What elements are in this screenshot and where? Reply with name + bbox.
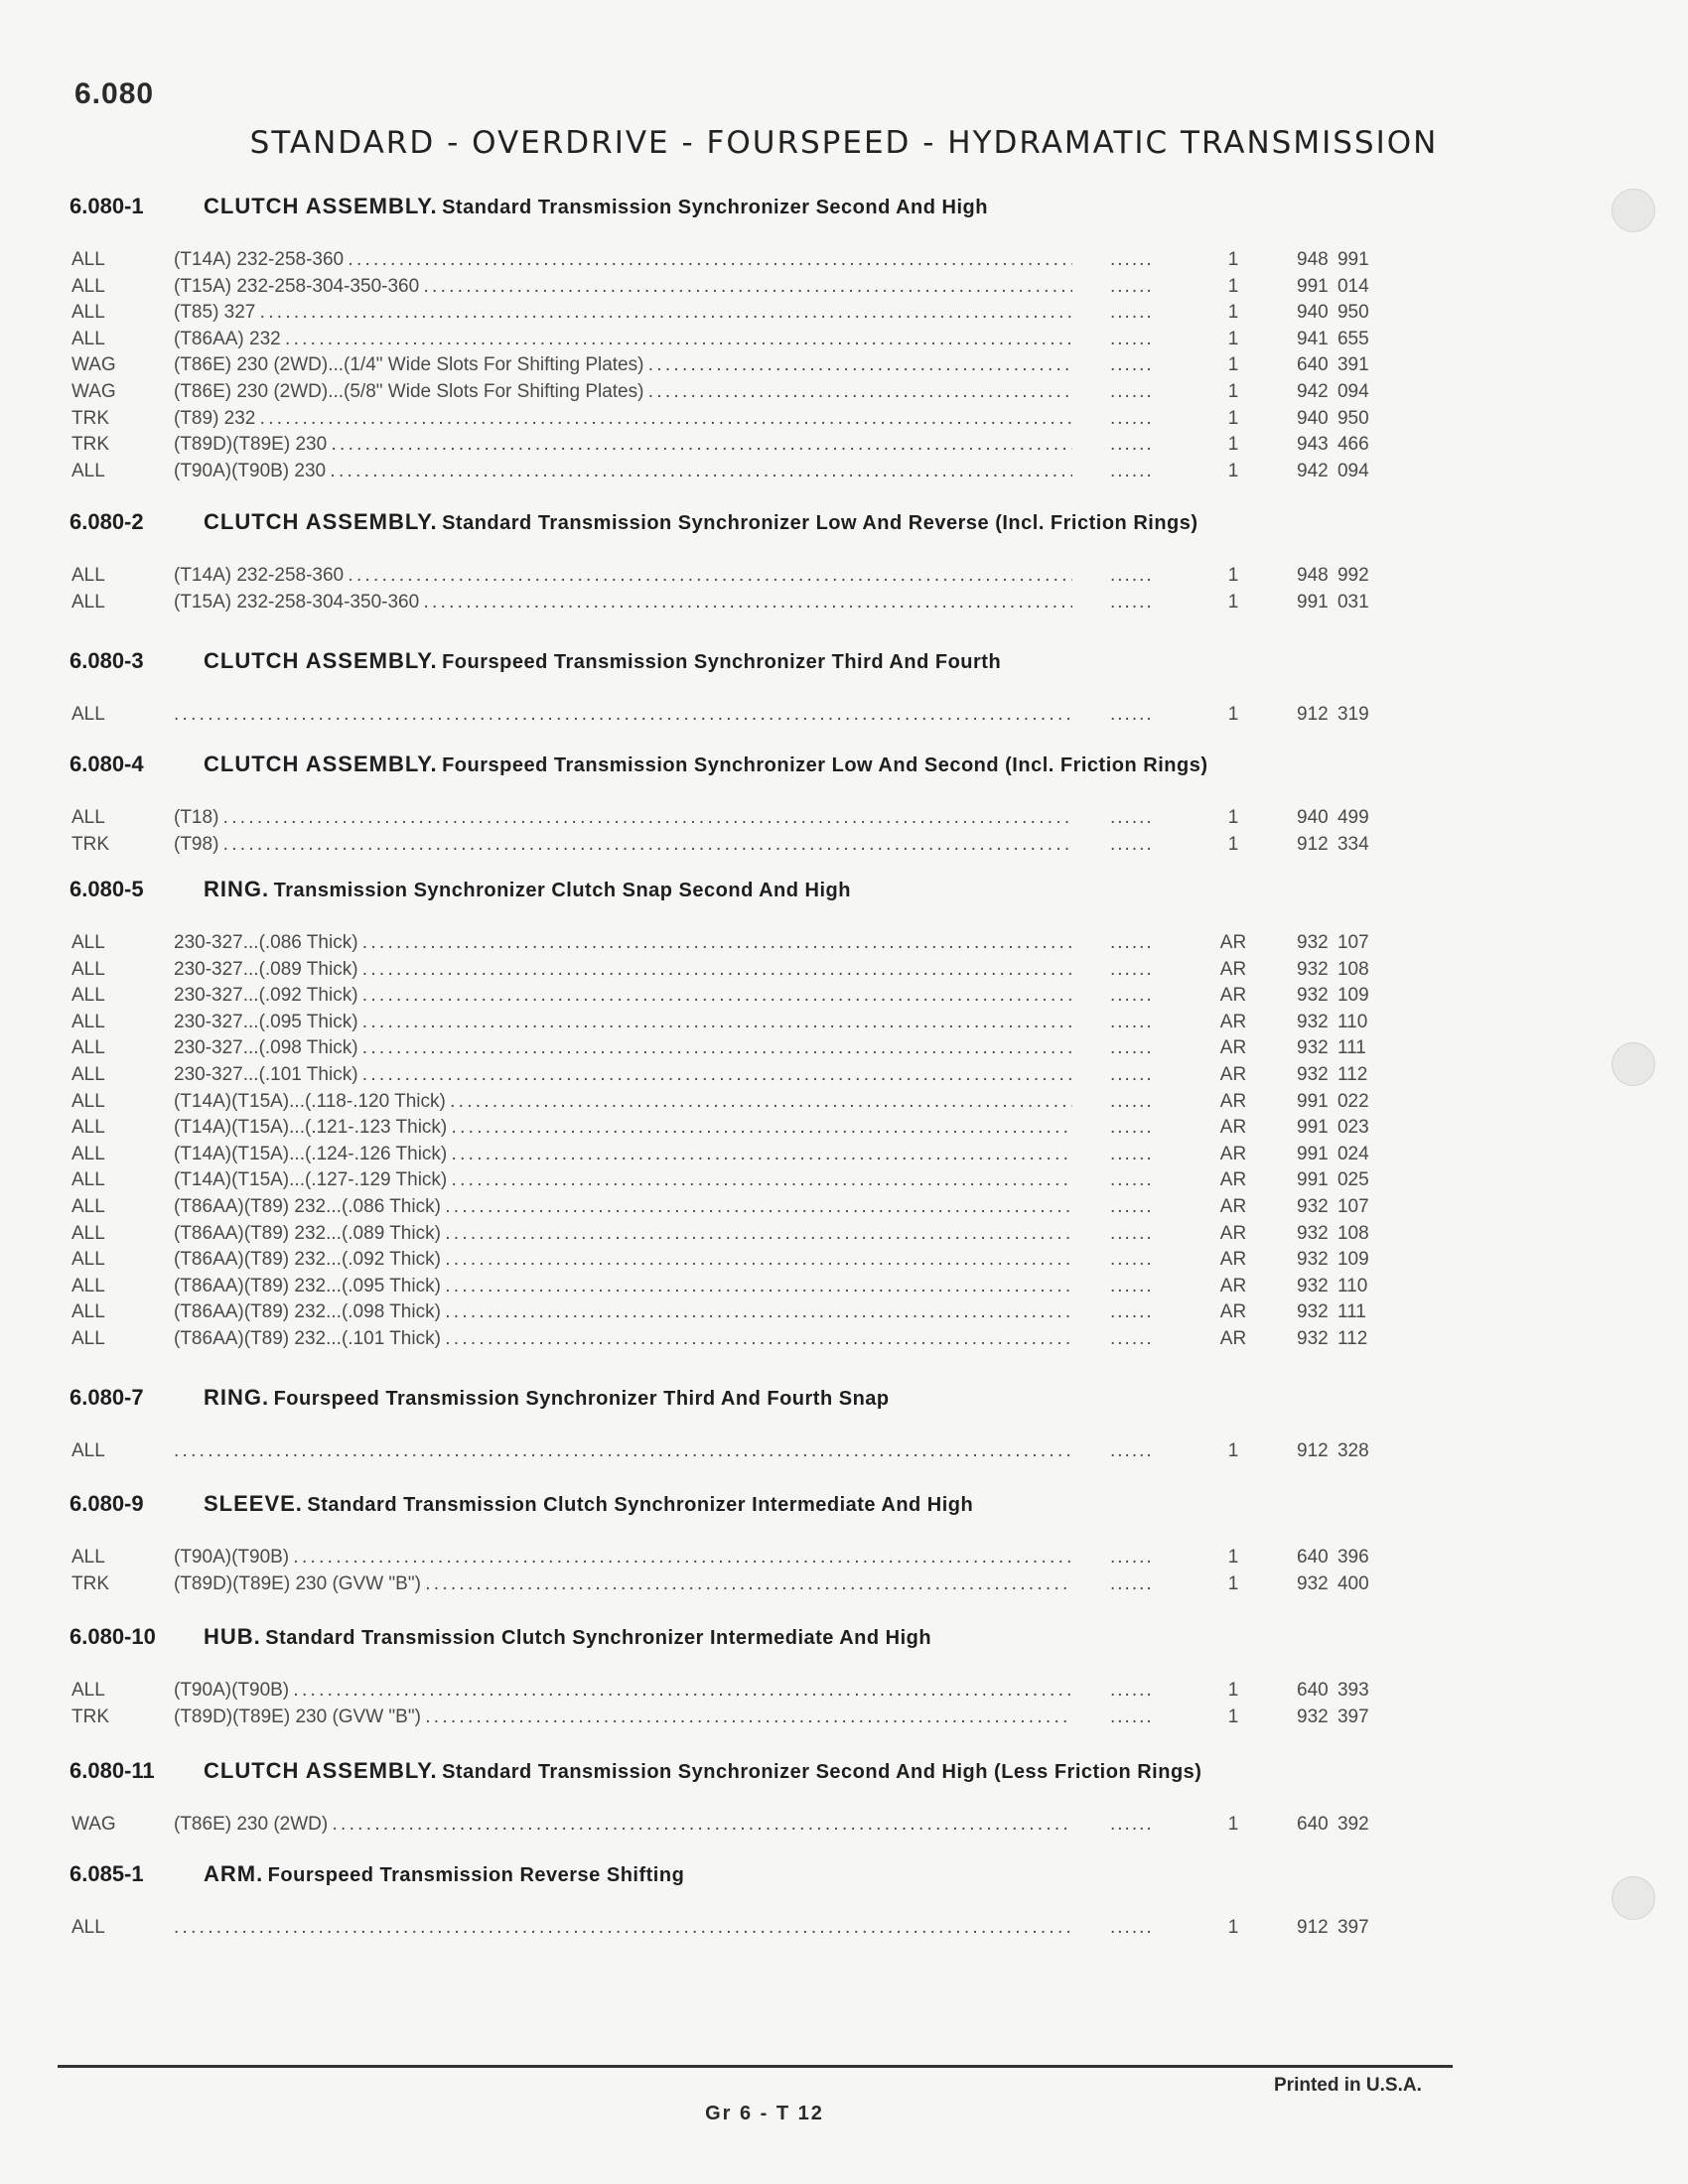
leader-dots: ...... (1110, 1680, 1154, 1701)
part-row (0, 592, 1688, 618)
part-row (0, 1037, 1688, 1064)
leader-dots: ...... (1110, 249, 1154, 270)
model-code: ALL (71, 460, 105, 481)
part-description (174, 704, 1072, 726)
part-number: 932 111 (1297, 1301, 1366, 1323)
part-row (0, 434, 1688, 461)
model-code: ALL (71, 1249, 105, 1271)
section-description: Transmission Synchronizer Clutch Snap Second And High (273, 880, 851, 901)
part-description: (T90A)(T90B) . . . (174, 1547, 1072, 1569)
model-code: TRK (71, 434, 109, 456)
part-number: 932 111 (1297, 1037, 1366, 1059)
model-code: ALL (71, 985, 105, 1007)
part-number: 932 108 (1297, 1222, 1369, 1244)
section-description: Standard Transmission Synchronizer Second And High (442, 197, 988, 218)
quantity: 1 (1227, 1680, 1239, 1701)
quantity: 1 (1227, 565, 1239, 586)
part-row (0, 1144, 1688, 1170)
section-heading (70, 877, 851, 902)
model-code: ALL (71, 1064, 105, 1085)
part-row (0, 408, 1688, 435)
quantity: 1 (1227, 249, 1239, 270)
quantity: AR (1219, 932, 1247, 953)
part-description: (T18) . . . (174, 807, 1072, 829)
model-code: WAG (71, 354, 116, 376)
part-row (0, 1196, 1688, 1223)
model-code: ALL (71, 1440, 105, 1461)
part-description (174, 1440, 1072, 1462)
part-number: 942 094 (1297, 460, 1369, 481)
quantity: AR (1219, 985, 1247, 1007)
group-number: 6.080 (74, 77, 155, 110)
quantity: 1 (1227, 381, 1239, 402)
part-description: (T14A)(T15A)...(.127-.129 Thick) . . . (174, 1169, 1072, 1191)
leader-dots: ...... (1110, 302, 1154, 324)
section-name: RING. (204, 877, 270, 901)
leader-dots: ...... (1110, 275, 1154, 297)
part-row (0, 329, 1688, 355)
quantity: AR (1219, 1275, 1247, 1297)
part-number: 932 110 (1297, 1275, 1368, 1297)
part-description: (T86AA)(T89) 232...(.101 Thick) . . . (174, 1328, 1072, 1350)
section-heading (70, 1385, 890, 1411)
leader-dots: ...... (1110, 591, 1154, 613)
part-description: (T15A) 232-258-304-350-360 . . . (174, 276, 1072, 298)
quantity: 1 (1227, 407, 1239, 429)
section-heading (70, 1491, 973, 1517)
quantity: 1 (1227, 1814, 1239, 1835)
section-number: 6.080-3 (70, 648, 144, 673)
part-number: 991 031 (1297, 591, 1369, 613)
printed-in-label: Printed in U.S.A. (1274, 2075, 1422, 2096)
part-row (0, 985, 1688, 1012)
part-description: (T86AA)(T89) 232...(.089 Thick) . . . (174, 1223, 1072, 1245)
part-description: (T14A) 232-258-360 . . . (174, 565, 1072, 587)
quantity: AR (1219, 1064, 1247, 1085)
part-number: 932 110 (1297, 1011, 1368, 1032)
part-number: 932 400 (1297, 1572, 1369, 1594)
part-number: 912 334 (1297, 833, 1369, 855)
model-code: WAG (71, 1814, 116, 1835)
leader-dots: ...... (1110, 1328, 1154, 1349)
binder-hole (1612, 1042, 1655, 1086)
part-number: 912 319 (1297, 704, 1369, 725)
leader-dots: ...... (1110, 958, 1154, 980)
quantity: 1 (1227, 1547, 1239, 1568)
quantity: 1 (1227, 354, 1239, 376)
leader-dots: ...... (1110, 1814, 1154, 1835)
part-row (0, 249, 1688, 276)
leader-dots: ...... (1110, 381, 1154, 402)
part-number: 948 992 (1297, 565, 1369, 586)
part-description (174, 1917, 1072, 1939)
part-row (0, 1573, 1688, 1600)
model-code: ALL (71, 591, 105, 613)
section-name: SLEEVE. (204, 1491, 303, 1516)
model-code: ALL (71, 1090, 105, 1112)
leader-dots: ...... (1110, 1917, 1154, 1938)
section-description: Fourspeed Transmission Reverse Shifting (267, 1864, 685, 1886)
model-code: ALL (71, 1301, 105, 1323)
model-code: ALL (71, 1917, 105, 1938)
part-number: 940 950 (1297, 407, 1369, 429)
part-row (0, 461, 1688, 487)
section-name: CLUTCH ASSEMBLY. (204, 1758, 438, 1783)
part-row (0, 1091, 1688, 1118)
quantity: 1 (1227, 1440, 1239, 1461)
model-code: ALL (71, 1680, 105, 1701)
quantity: AR (1219, 1011, 1247, 1032)
section-number: 6.080-4 (70, 751, 144, 776)
section-description: Standard Transmission Synchronizer Low And Reverse (Incl. Friction Rings) (442, 512, 1198, 534)
quantity: AR (1219, 1301, 1247, 1323)
part-number: 948 991 (1297, 249, 1369, 270)
part-description: (T14A) 232-258-360 . . . (174, 249, 1072, 271)
section-number: 6.080-11 (70, 1758, 155, 1783)
part-row (0, 1680, 1688, 1706)
part-description: (T86E) 230 (2WD) . . . (174, 1814, 1072, 1836)
section-number: 6.080-5 (70, 877, 144, 901)
part-description: (T86AA)(T89) 232...(.086 Thick) . . . (174, 1196, 1072, 1218)
part-description: (T15A) 232-258-304-350-360 . . . (174, 592, 1072, 614)
part-number: 940 950 (1297, 302, 1369, 324)
leader-dots: ...... (1110, 1275, 1154, 1297)
part-number: 640 391 (1297, 354, 1369, 376)
quantity: 1 (1227, 460, 1239, 481)
part-number: 640 396 (1297, 1547, 1369, 1568)
part-number: 932 109 (1297, 985, 1369, 1007)
part-row (0, 276, 1688, 303)
part-row (0, 381, 1688, 408)
section-number: 6.080-10 (70, 1624, 156, 1649)
part-row (0, 932, 1688, 959)
part-number: 932 112 (1297, 1064, 1368, 1085)
part-row (0, 302, 1688, 329)
section-name: CLUTCH ASSEMBLY. (204, 751, 438, 776)
section-heading (70, 194, 988, 219)
section-description: Standard Transmission Synchronizer Second And High (Less Friction Rings) (442, 1761, 1202, 1783)
model-code: ALL (71, 1037, 105, 1059)
part-number: 991 023 (1297, 1117, 1369, 1139)
leader-dots: ...... (1110, 1249, 1154, 1271)
quantity: 1 (1227, 1706, 1239, 1727)
leader-dots: ...... (1110, 1117, 1154, 1139)
model-code: TRK (71, 407, 109, 429)
section-number: 6.080-9 (70, 1491, 144, 1516)
model-code: ALL (71, 1222, 105, 1244)
part-row (0, 565, 1688, 592)
part-number: 940 499 (1297, 807, 1369, 828)
model-code: ALL (71, 1547, 105, 1568)
model-code: ALL (71, 1328, 105, 1349)
leader-dots: ...... (1110, 354, 1154, 376)
part-description: 230-327...(.089 Thick) . . . (174, 959, 1072, 981)
section-heading (70, 1758, 1201, 1784)
part-description: (T86AA)(T89) 232...(.098 Thick) . . . (174, 1301, 1072, 1323)
leader-dots: ...... (1110, 704, 1154, 725)
part-description: (T86E) 230 (2WD)...(5/8" Wide Slots For Shifting Plates) . . . (174, 381, 1072, 403)
part-number: 912 397 (1297, 1917, 1369, 1938)
part-row (0, 1328, 1688, 1355)
model-code: ALL (71, 328, 105, 349)
part-description: 230-327...(.092 Thick) . . . (174, 985, 1072, 1007)
quantity: 1 (1227, 275, 1239, 297)
part-description: (T14A)(T15A)...(.118-.120 Thick) . . . (174, 1091, 1072, 1113)
part-number: 941 655 (1297, 328, 1369, 349)
model-code: ALL (71, 565, 105, 586)
quantity: 1 (1227, 434, 1239, 456)
part-description: (T90A)(T90B) . . . (174, 1680, 1072, 1702)
model-code: TRK (71, 833, 109, 855)
part-number: 991 022 (1297, 1090, 1369, 1112)
section-name: CLUTCH ASSEMBLY. (204, 194, 438, 218)
quantity: AR (1219, 1143, 1247, 1164)
part-row (0, 1276, 1688, 1302)
quantity: AR (1219, 1328, 1247, 1349)
part-description: 230-327...(.095 Thick) . . . (174, 1012, 1072, 1033)
section-name: HUB. (204, 1624, 261, 1649)
leader-dots: ...... (1110, 807, 1154, 828)
part-row (0, 704, 1688, 731)
model-code: ALL (71, 1196, 105, 1217)
part-description: 230-327...(.098 Thick) . . . (174, 1037, 1072, 1059)
quantity: 1 (1227, 302, 1239, 324)
part-number: 932 108 (1297, 958, 1369, 980)
part-number: 640 393 (1297, 1680, 1369, 1701)
part-description: (T89) 232 . . . (174, 408, 1072, 430)
part-number: 942 094 (1297, 381, 1369, 402)
part-number: 991 025 (1297, 1169, 1369, 1191)
part-row (0, 354, 1688, 381)
model-code: ALL (71, 704, 105, 725)
part-row (0, 1169, 1688, 1196)
part-description: (T89D)(T89E) 230 (GVW "B") . . . (174, 1573, 1072, 1595)
quantity: 1 (1227, 833, 1239, 855)
section-description: Fourspeed Transmission Synchronizer Low And Second (Incl. Friction Rings) (442, 754, 1208, 776)
part-row (0, 834, 1688, 861)
part-number: 932 109 (1297, 1249, 1369, 1271)
part-description: (T90A)(T90B) 230 . . . (174, 461, 1072, 482)
part-row (0, 1223, 1688, 1250)
leader-dots: ...... (1110, 407, 1154, 429)
part-number: 932 107 (1297, 932, 1369, 953)
part-number: 932 107 (1297, 1196, 1369, 1217)
leader-dots: ...... (1110, 1064, 1154, 1085)
part-row (0, 1301, 1688, 1328)
part-description: (T98) . . . (174, 834, 1072, 856)
leader-dots: ...... (1110, 1440, 1154, 1461)
part-description: (T86AA)(T89) 232...(.092 Thick) . . . (174, 1249, 1072, 1271)
footer-rule (58, 2065, 1453, 2068)
part-row (0, 1547, 1688, 1573)
part-number: 640 392 (1297, 1814, 1369, 1835)
quantity: AR (1219, 1222, 1247, 1244)
leader-dots: ...... (1110, 328, 1154, 349)
section-name: RING. (204, 1385, 270, 1410)
leader-dots: ...... (1110, 1706, 1154, 1727)
leader-dots: ...... (1110, 565, 1154, 586)
part-number: 932 112 (1297, 1328, 1368, 1349)
part-number: 932 397 (1297, 1706, 1369, 1727)
model-code: ALL (71, 807, 105, 828)
leader-dots: ...... (1110, 460, 1154, 481)
section-heading (70, 1624, 931, 1650)
part-row (0, 807, 1688, 834)
leader-dots: ...... (1110, 1301, 1154, 1323)
leader-dots: ...... (1110, 1169, 1154, 1191)
part-description: (T85) 327 . . . (174, 302, 1072, 324)
binder-hole (1612, 189, 1655, 232)
model-code: ALL (71, 275, 105, 297)
part-number: 943 466 (1297, 434, 1369, 456)
leader-dots: ...... (1110, 833, 1154, 855)
section-name: CLUTCH ASSEMBLY. (204, 509, 438, 534)
quantity: 1 (1227, 807, 1239, 828)
model-code: ALL (71, 249, 105, 270)
quantity: AR (1219, 1249, 1247, 1271)
part-number: 912 328 (1297, 1440, 1369, 1461)
section-heading (70, 509, 1198, 535)
leader-dots: ...... (1110, 985, 1154, 1007)
leader-dots: ...... (1110, 1572, 1154, 1594)
part-row (0, 1117, 1688, 1144)
quantity: AR (1219, 958, 1247, 980)
leader-dots: ...... (1110, 1143, 1154, 1164)
section-description: Fourspeed Transmission Synchronizer Third And Fourth (442, 651, 1002, 673)
quantity: 1 (1227, 704, 1239, 725)
model-code: ALL (71, 1117, 105, 1139)
part-description: (T89D)(T89E) 230 . . . (174, 434, 1072, 456)
part-description: (T14A)(T15A)...(.121-.123 Thick) . . . (174, 1117, 1072, 1139)
section-number: 6.080-2 (70, 509, 144, 534)
model-code: ALL (71, 1143, 105, 1164)
part-row (0, 959, 1688, 986)
model-code: ALL (71, 1169, 105, 1191)
quantity: AR (1219, 1169, 1247, 1191)
part-number: 991 024 (1297, 1143, 1369, 1164)
leader-dots: ...... (1110, 1547, 1154, 1568)
model-code: ALL (71, 1011, 105, 1032)
model-code: ALL (71, 932, 105, 953)
leader-dots: ...... (1110, 434, 1154, 456)
binder-hole (1612, 1876, 1655, 1920)
section-heading (70, 1861, 684, 1887)
page-title: STANDARD - OVERDRIVE - FOURSPEED - HYDRAMATIC TRANSMISSION (249, 125, 1439, 161)
leader-dots: ...... (1110, 1011, 1154, 1032)
model-code: WAG (71, 381, 116, 402)
quantity: AR (1219, 1090, 1247, 1112)
part-row (0, 1249, 1688, 1276)
part-row (0, 1917, 1688, 1944)
part-description: (T86E) 230 (2WD)...(1/4" Wide Slots For Shifting Plates) . . . (174, 354, 1072, 376)
part-description: (T89D)(T89E) 230 (GVW "B") . . . (174, 1706, 1072, 1728)
leader-dots: ...... (1110, 1196, 1154, 1217)
quantity: 1 (1227, 591, 1239, 613)
part-row (0, 1814, 1688, 1841)
model-code: ALL (71, 1275, 105, 1297)
model-code: TRK (71, 1572, 109, 1594)
quantity: 1 (1227, 1917, 1239, 1938)
quantity: AR (1219, 1196, 1247, 1217)
section-description: Standard Transmission Clutch Synchronizer Intermediate And High (307, 1494, 974, 1516)
part-description: 230-327...(.101 Thick) . . . (174, 1064, 1072, 1086)
leader-dots: ...... (1110, 932, 1154, 953)
section-name: ARM. (204, 1861, 264, 1886)
section-number: 6.080-1 (70, 194, 144, 218)
part-description: (T86AA) 232 . . . (174, 329, 1072, 350)
section-number: 6.080-7 (70, 1385, 144, 1410)
model-code: TRK (71, 1706, 109, 1727)
section-name: CLUTCH ASSEMBLY. (204, 648, 438, 673)
leader-dots: ...... (1110, 1037, 1154, 1059)
quantity: AR (1219, 1037, 1247, 1059)
part-description: (T14A)(T15A)...(.124-.126 Thick) . . . (174, 1144, 1072, 1165)
page-reference: Gr 6 - T 12 (705, 2103, 824, 2124)
section-heading (70, 648, 1001, 674)
model-code: ALL (71, 302, 105, 324)
section-number: 6.085-1 (70, 1861, 144, 1886)
leader-dots: ...... (1110, 1090, 1154, 1112)
quantity: 1 (1227, 1572, 1239, 1594)
part-row (0, 1012, 1688, 1038)
part-row (0, 1706, 1688, 1733)
section-description: Fourspeed Transmission Synchronizer Third And Fourth Snap (273, 1388, 890, 1410)
section-heading (70, 751, 1207, 777)
quantity: AR (1219, 1117, 1247, 1139)
part-row (0, 1064, 1688, 1091)
section-description: Standard Transmission Clutch Synchronizer Intermediate And High (265, 1627, 932, 1649)
part-row (0, 1440, 1688, 1467)
model-code: ALL (71, 958, 105, 980)
part-description: 230-327...(.086 Thick) . . . (174, 932, 1072, 954)
part-description: (T86AA)(T89) 232...(.095 Thick) . . . (174, 1276, 1072, 1297)
leader-dots: ...... (1110, 1222, 1154, 1244)
part-number: 991 014 (1297, 275, 1369, 297)
quantity: 1 (1227, 328, 1239, 349)
